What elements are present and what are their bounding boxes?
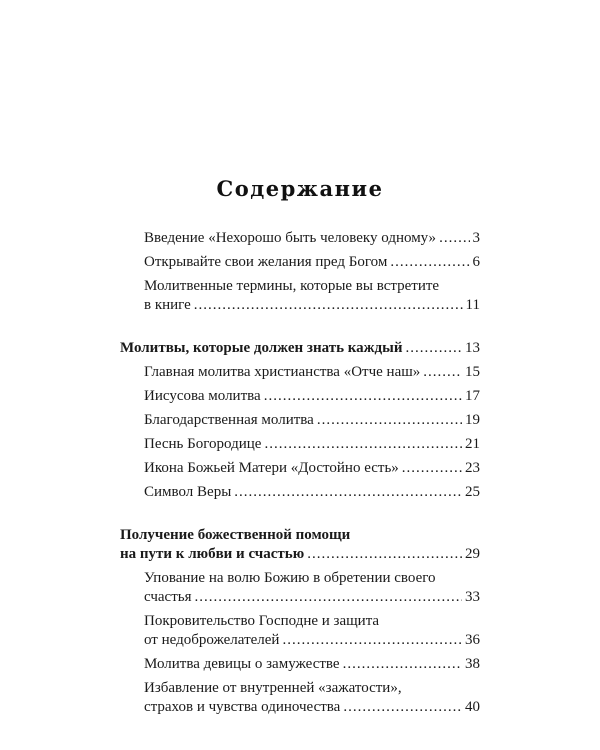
toc-entry-title-line: Упование на волю Божию в обретении своего <box>144 570 436 586</box>
toc-page-number: 17 <box>465 388 480 404</box>
toc-page-number: 38 <box>465 656 480 672</box>
leader-dots <box>405 339 462 358</box>
table-of-contents <box>120 224 480 717</box>
toc-page-number: 11 <box>465 297 480 313</box>
toc-entry-title: Символ Веры <box>144 484 232 500</box>
leader-dots <box>282 631 462 650</box>
toc-entry-creed[interactable] <box>120 483 480 502</box>
toc-page-number: 25 <box>465 484 480 500</box>
toc-page-number: 15 <box>465 364 480 380</box>
toc-entry-protection[interactable] <box>120 612 480 650</box>
toc-section-essential-prayers[interactable] <box>120 339 480 358</box>
leader-dots <box>194 296 463 315</box>
leader-dots <box>317 411 462 430</box>
toc-entry-title: Благодарственная молитва <box>144 412 314 428</box>
toc-entry-title: Введение «Нехорошо быть человеку одному» <box>144 230 437 246</box>
leader-dots <box>402 459 462 478</box>
toc-entry-jesus-prayer[interactable] <box>120 387 480 406</box>
leader-dots <box>390 253 469 272</box>
page-title: Содержание <box>216 176 384 201</box>
toc-entry-title: в книге <box>144 297 191 313</box>
toc-page-number: 3 <box>472 230 480 246</box>
toc-entry-title: Открывайте свои желания пред Богом <box>144 254 388 270</box>
leader-dots <box>264 387 462 406</box>
toc-page-number: 23 <box>465 460 480 476</box>
toc-page-number: 36 <box>465 632 480 648</box>
toc-entry-title: Песнь Богородице <box>144 436 262 452</box>
leader-dots <box>439 229 469 248</box>
toc-section-divine-help[interactable] <box>120 526 480 564</box>
toc-entry-prayer-terms[interactable] <box>120 277 480 315</box>
toc-entry-title: счастья <box>144 589 192 605</box>
leader-dots <box>343 655 462 674</box>
leader-dots <box>423 363 462 382</box>
toc-section-title: Молитвы, которые должен знать каждый <box>120 340 403 356</box>
toc-entry-thanksgiving-prayer[interactable] <box>120 411 480 430</box>
toc-entry-title: от недоброжелателей <box>144 632 280 648</box>
leader-dots <box>343 698 462 717</box>
toc-entry-title-line: Покровительство Господне и защита <box>144 613 380 629</box>
toc-page-number: 29 <box>465 546 480 562</box>
toc-page-number: 19 <box>465 412 480 428</box>
toc-entry-maiden-prayer[interactable] <box>120 655 480 674</box>
toc-page-number: 13 <box>465 340 480 356</box>
toc-entry-our-father[interactable] <box>120 363 480 382</box>
toc-entry-icon-dostoyno-est[interactable] <box>120 459 480 478</box>
toc-entry-song-theotokos[interactable] <box>120 435 480 454</box>
leader-dots <box>307 545 462 564</box>
toc-entry-title: страхов и чувства одиночества <box>144 699 341 715</box>
toc-section-title: на пути к любви и счастью <box>120 546 305 562</box>
toc-entry-title: Иисусова молитва <box>144 388 261 404</box>
toc-entry-gods-will[interactable] <box>120 569 480 607</box>
toc-entry-title: Главная молитва христианства «Отче наш» <box>144 364 421 380</box>
toc-entry-title-line: Избавление от внутренней «зажатости», <box>144 680 402 696</box>
toc-page-number: 6 <box>472 254 480 270</box>
toc-entry-deliverance[interactable] <box>120 679 480 717</box>
leader-dots <box>195 588 462 607</box>
leader-dots <box>264 435 462 454</box>
toc-page-number: 40 <box>465 699 480 715</box>
toc-entry-title: Икона Божьей Матери «Достойно есть» <box>144 460 399 476</box>
toc-entry-open-desires[interactable] <box>120 253 480 272</box>
leader-dots <box>234 483 462 502</box>
toc-page-number: 33 <box>465 589 480 605</box>
toc-entry-introduction[interactable] <box>120 229 480 248</box>
toc-section-title-line: Получение божественной помощи <box>120 527 351 543</box>
toc-entry-title-line: Молитвенные термины, которые вы встретите <box>144 278 440 294</box>
toc-entry-title: Молитва девицы о замужестве <box>144 656 340 672</box>
toc-page-number: 21 <box>465 436 480 452</box>
